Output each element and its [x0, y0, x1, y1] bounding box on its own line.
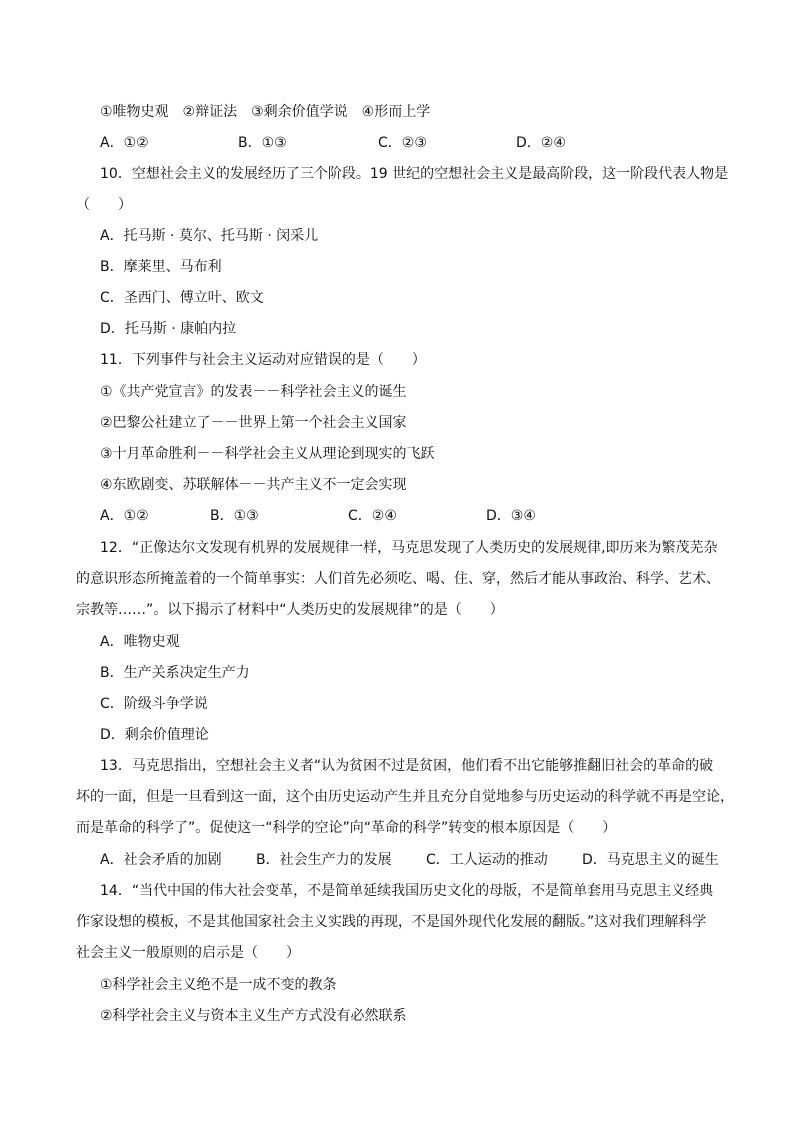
q13-stem-line2: 坏的一面，但是一旦看到这一面，这个由历史运动产生并且充分自觉地参与历史运动的科学就不再是空论， — [76, 789, 734, 805]
q10-option-c[interactable]: C．圣西门、傅立叶、欧文 — [100, 290, 264, 306]
q11-option-c[interactable]: C．②④ — [348, 508, 397, 524]
q11-item-1: ①《共产党宣言》的发表－－科学社会主义的诞生 — [100, 384, 407, 400]
q11-item-4: ④东欧剧变、苏联解体－－共产主义不一定会实现 — [100, 477, 407, 493]
q11-item-3: ③十月革命胜利－－科学社会主义从理论到现实的飞跃 — [100, 446, 435, 462]
q12-option-c[interactable]: C．阶级斗争学说 — [100, 696, 208, 712]
q9-option-d[interactable]: D．②④ — [516, 135, 566, 151]
q13-option-b[interactable]: B．社会生产力的发展 — [256, 852, 392, 868]
q9-option-c[interactable]: C．②③ — [378, 135, 427, 151]
q12-option-d[interactable]: D．剩余价值理论 — [100, 727, 209, 743]
q10-stem-line1: 10．空想社会主义的发展经历了三个阶段。19 世纪的空想社会主义是最高阶段，这一阶段代表人物是 — [100, 166, 729, 182]
q10-option-d[interactable]: D．托马斯 · 康帕内拉 — [100, 321, 237, 337]
q11-option-a[interactable]: A．①② — [100, 508, 149, 524]
q11-item-2: ②巴黎公社建立了－－世界上第一个社会主义国家 — [100, 415, 407, 431]
q10-stem-line2: （ ） — [76, 197, 132, 213]
q12-option-a[interactable]: A．唯物史观 — [100, 634, 180, 650]
q9-option-a[interactable]: A．①② — [100, 135, 149, 151]
q12-stem-line3: 宗教等……”。以下揭示了材料中“人类历史的发展规律”的是（ ） — [76, 602, 504, 618]
q12-option-b[interactable]: B．生产关系决定生产力 — [100, 665, 250, 681]
q11-option-b[interactable]: B．①③ — [210, 508, 259, 524]
q10-option-a[interactable]: A．托马斯 · 莫尔、托马斯 · 闵采儿 — [100, 228, 319, 244]
q11-stem: 11．下列事件与社会主义运动对应错误的是（ ） — [100, 352, 426, 368]
q9-options — [100, 133, 730, 153]
q13-options — [100, 850, 730, 870]
q13-option-c[interactable]: C．工人运动的推动 — [426, 852, 548, 868]
q13-stem-line3: 而是革命的科学了”。促使这一“科学的空论”向“革命的科学”转变的根本原因是（ ） — [76, 820, 617, 836]
q14-item-1: ①科学社会主义绝不是一成不变的教条 — [100, 977, 337, 993]
q14-stem-line3: 社会主义一般原则的启示是（ ） — [76, 945, 300, 961]
q11-options — [100, 506, 730, 526]
q13-option-a[interactable]: A．社会矛盾的加剧 — [100, 852, 222, 868]
q13-option-d[interactable]: D．马克思主义的诞生 — [582, 852, 719, 868]
q12-stem-line1: 12．“正像达尔文发现有机界的发展规律一样，马克思发现了人类历史的发展规律,即历来为繁茂芜杂 — [100, 540, 718, 556]
q14-item-2: ②科学社会主义与资本主义生产方式没有必然联系 — [100, 1008, 407, 1024]
q11-option-d[interactable]: D．③④ — [486, 508, 536, 524]
q9-items: ①唯物史观 ②辩证法 ③剩余价值学说 ④形而上学 — [100, 104, 431, 120]
q13-stem-line1: 13．马克思指出，空想社会主义者“认为贫困不过是贫困，他们看不出它能够推翻旧社会的革命的破 — [100, 758, 714, 774]
q14-stem-line1: 14．“当代中国的伟大社会变革，不是简单延续我国历史文化的母版，不是简单套用马克思主义经典 — [100, 883, 714, 899]
q10-option-b[interactable]: B．摩莱里、马布利 — [100, 259, 222, 275]
q14-stem-line2: 作家设想的模板，不是其他国家社会主义实践的再现，不是国外现代化发展的翻版。”这对我们理解科学 — [76, 914, 707, 930]
q9-option-b[interactable]: B．①③ — [238, 135, 287, 151]
q12-stem-line2: 的意识形态所掩盖着的一个简单事实：人们首先必须吃、喝、住、穿，然后才能从事政治、科学、艺术、 — [76, 571, 720, 587]
